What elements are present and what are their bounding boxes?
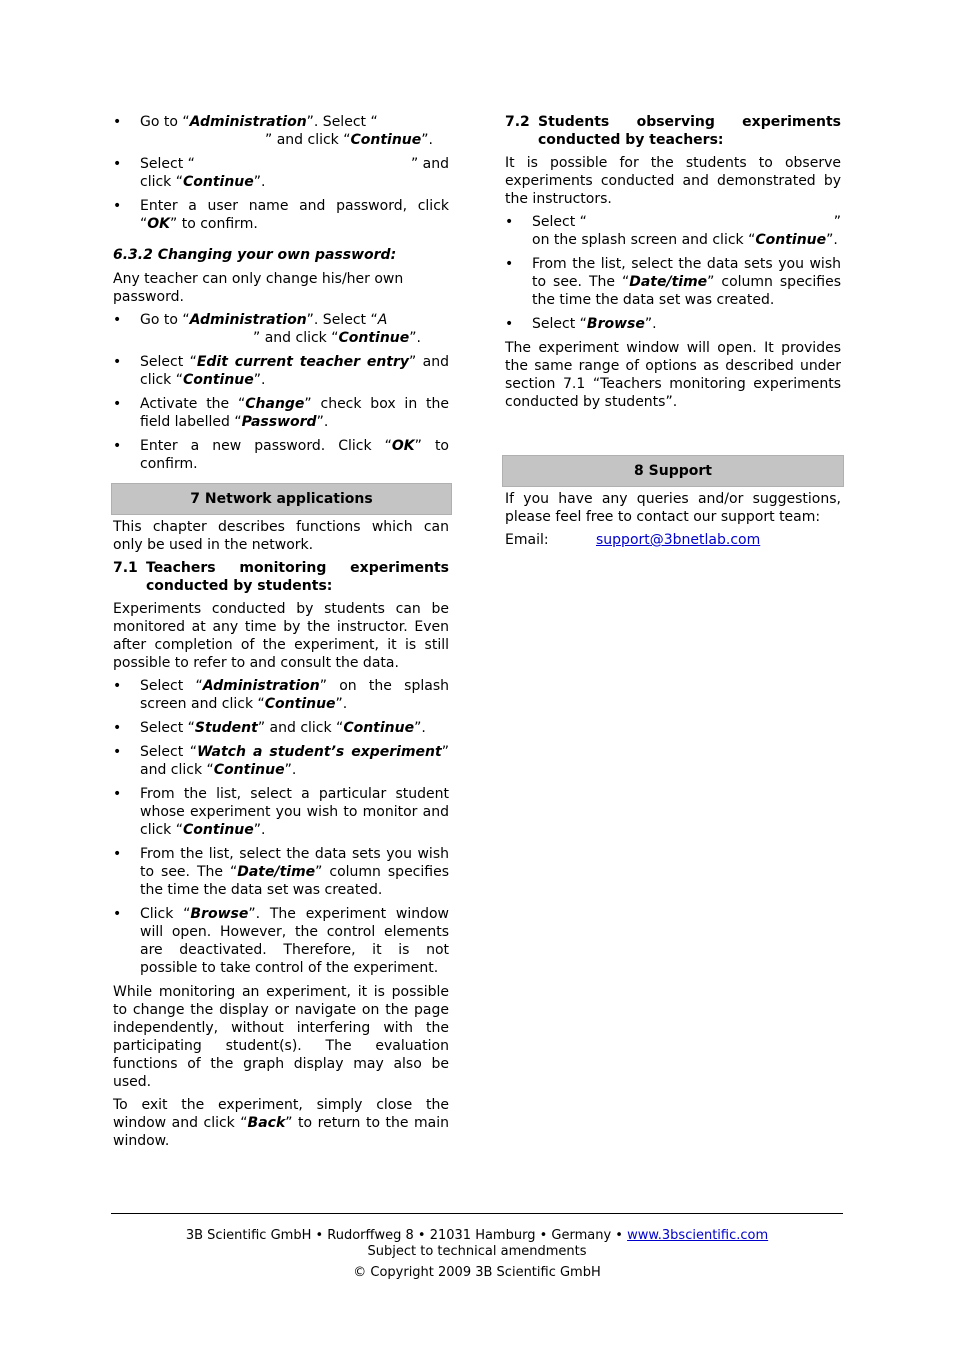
- paragraph: It is possible for the students to observe experiments conducted and demonstrated by the instructors.: [505, 155, 841, 207]
- password-steps-list: [113, 311, 449, 473]
- list-item: • Go to “Administration”. Select “A ” and click “Continue”.: [113, 312, 421, 346]
- paragraph: Experiments conducted by students can be monitored at any time by the instructor. Even after completion of the experiment, it is still possible to refer to and consult the data.: [113, 601, 449, 671]
- section-heading-6-3-2: 6.3.2 Changing your own password:: [113, 247, 397, 263]
- list-item: • Select “Edit current teacher entry” and click “Continue”.: [113, 354, 449, 388]
- list-item: • Enter a user name and password, click “OK” to confirm.: [113, 198, 449, 232]
- list-item: • Select “Student” and click “Continue”.: [113, 720, 426, 736]
- support-section: [505, 490, 841, 549]
- email-row: [505, 531, 841, 549]
- email-label: Email:: [505, 532, 549, 548]
- footer-copyright: © Copyright 2009 3B Scientific GmbH: [353, 1265, 601, 1280]
- footer-address: 3B Scientific GmbH • Rudorffweg 8 • 21031 Hamburg • Germany • www.3bscientific.com: [185, 1228, 769, 1243]
- list-item: • Activate the “Change” check box in the field labelled “Password”.: [113, 396, 449, 430]
- section-band-support: 8 Support: [502, 455, 844, 487]
- paragraph: If you have any queries and/or suggestions, please feel free to contact our support team:: [505, 491, 841, 525]
- admin-steps-list: [113, 113, 449, 233]
- list-item: • Enter a new password. Click “OK” to confirm.: [113, 438, 449, 472]
- paragraph: While monitoring an experiment, it is possible to change the display or navigate on the page independently, without interfering with the participating student(s). The evaluation functions of the graph display may also be used.: [113, 984, 449, 1090]
- section-heading-7-1: 7.1 Teachers monitoring experiments conducted by students:: [113, 560, 449, 594]
- paragraph: The experiment window will open. It provides the same range of options as described under section 7.1 “Teachers monitoring experiments conducted by students”.: [505, 340, 841, 410]
- observing-steps-list: [505, 213, 841, 333]
- list-item: • Go to “Administration”. Select “ ” and click “Continue”.: [113, 114, 433, 148]
- footer-amendments: Subject to technical amendments: [367, 1244, 587, 1259]
- paragraph: Any teacher can only change his/her own password.: [113, 271, 404, 305]
- list-item: • Select “ ” on the splash screen and click “Continue”.: [505, 214, 841, 248]
- support-email-link[interactable]: support@3bnetlab.com: [596, 532, 761, 548]
- list-item: • Select “Administration” on the splash screen and click “Continue”.: [113, 678, 449, 712]
- list-item: • Select “ ” and click “Continue”.: [113, 156, 449, 190]
- paragraph: To exit the experiment, simply close the window and click “Back” to return to the main window.: [113, 1097, 449, 1149]
- list-item: • From the list, select a particular student whose experiment you wish to monitor and click “Continue”.: [113, 786, 449, 838]
- monitoring-steps-list: [113, 677, 449, 977]
- list-item: • Click “Browse”. The experiment window will open. However, the control elements are deactivated. Therefore, it is not possible to take control of the experiment.: [113, 906, 450, 976]
- right-column: [505, 113, 841, 416]
- section-heading-7-2: 7.2 Students observing experiments conducted by teachers:: [505, 114, 841, 148]
- section-band-network-applications: 7 Network applications: [111, 483, 452, 515]
- paragraph: This chapter describes functions which can only be used in the network.: [113, 519, 449, 553]
- left-column-lower: [113, 518, 449, 1155]
- website-link[interactable]: www.3bscientific.com: [627, 1228, 769, 1243]
- left-column: [113, 113, 449, 479]
- list-item: • From the list, select the data sets you wish to see. The “Date/time” column specifies the time the data set was created.: [113, 846, 449, 898]
- list-item: • Select “Browse”.: [505, 316, 657, 332]
- footer-rule: [111, 1213, 843, 1214]
- list-item: • From the list, select the data sets you wish to see. The “Date/time” column specifies the time the data set was created.: [505, 256, 841, 308]
- list-item: • Select “Watch a student’s experiment” and click “Continue”.: [113, 744, 449, 778]
